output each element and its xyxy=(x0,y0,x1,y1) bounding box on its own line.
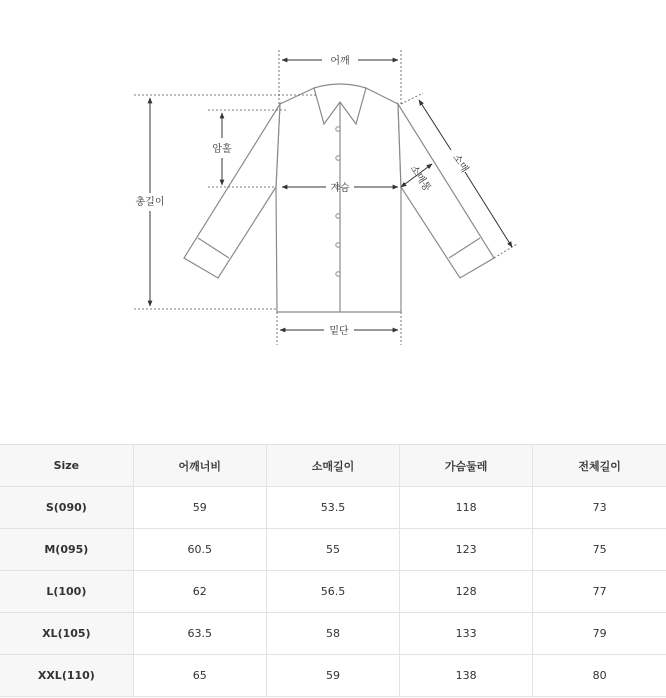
cell-sleeve-length: 59 xyxy=(266,655,399,697)
label-sleeve: 소매 xyxy=(450,152,470,175)
cell-shoulder-width: 60.5 xyxy=(133,529,266,571)
table-row xyxy=(0,487,666,529)
table-row xyxy=(0,655,666,697)
cell-total-length: 75 xyxy=(533,529,666,571)
table-row xyxy=(0,529,666,571)
row-size: S(090) xyxy=(0,487,133,529)
cell-sleeve-length: 55 xyxy=(266,529,399,571)
shirt-illustration xyxy=(184,84,494,312)
label-cuff: 소매통 xyxy=(407,163,433,194)
label-chest: 가슴 xyxy=(330,183,350,194)
cell-sleeve-length: 58 xyxy=(266,613,399,655)
table-row xyxy=(0,571,666,613)
table-row xyxy=(0,613,666,655)
cell-shoulder-width: 65 xyxy=(133,655,266,697)
cell-shoulder-width: 63.5 xyxy=(133,613,266,655)
header-sleeve-length: 소매길이 xyxy=(266,445,399,487)
cell-total-length: 77 xyxy=(533,571,666,613)
header-shoulder-width: 어깨너비 xyxy=(133,445,266,487)
row-size: XL(105) xyxy=(0,613,133,655)
cell-sleeve-length: 53.5 xyxy=(266,487,399,529)
cell-chest: 128 xyxy=(400,571,533,613)
cell-chest: 118 xyxy=(400,487,533,529)
cell-total-length: 80 xyxy=(533,655,666,697)
label-total-length: 총길이 xyxy=(135,197,165,208)
cell-total-length: 73 xyxy=(533,487,666,529)
cell-chest: 133 xyxy=(400,613,533,655)
cell-sleeve-length: 56.5 xyxy=(266,571,399,613)
label-armhole: 암홀 xyxy=(212,144,232,155)
row-size: XXL(110) xyxy=(0,655,133,697)
cell-chest: 123 xyxy=(400,529,533,571)
label-shoulder: 어깨 xyxy=(330,56,350,67)
row-size: M(095) xyxy=(0,529,133,571)
cell-chest: 138 xyxy=(400,655,533,697)
header-total-length: 전체길이 xyxy=(533,445,666,487)
cell-shoulder-width: 62 xyxy=(133,571,266,613)
cell-shoulder-width: 59 xyxy=(133,487,266,529)
label-hem: 밑단 xyxy=(329,326,349,337)
header-size: Size xyxy=(0,445,133,487)
row-size: L(100) xyxy=(0,571,133,613)
cell-total-length: 79 xyxy=(533,613,666,655)
size-table xyxy=(0,444,666,697)
header-chest: 가슴둘레 xyxy=(400,445,533,487)
table-header-row xyxy=(0,445,666,487)
